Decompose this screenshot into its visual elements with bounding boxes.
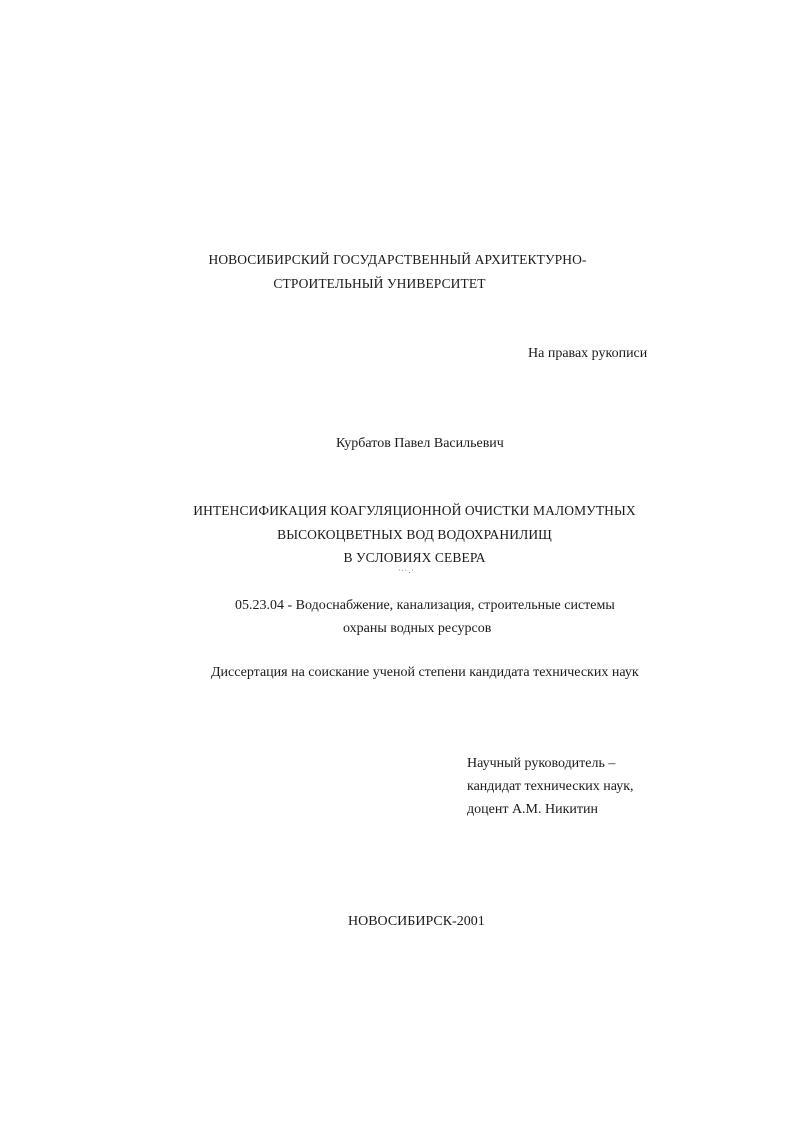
dissertation-title-line-3: В УСЛОВИЯХ СЕВЕРА: [343, 550, 486, 565]
university-name-line-2: СТРОИТЕЛЬНЫЙ УНИВЕРСИТЕТ: [273, 276, 486, 291]
dissertation-title-line-1: ИНТЕНСИФИКАЦИЯ КОАГУЛЯЦИОННОЙ ОЧИСТКИ МАЛОМУТНЫХ: [193, 503, 636, 518]
manuscript-rights-note: На правах рукописи: [528, 346, 648, 361]
city-year-footer: НОВОСИБИРСК-2001: [348, 914, 485, 929]
author-name: Курбатов Павел Васильевич: [336, 436, 504, 451]
scan-smudge: ·∙·.·: [398, 566, 415, 575]
dissertation-title-line-2: ВЫСОКОЦВЕТНЫХ ВОД ВОДОХРАНИЛИЩ: [277, 527, 552, 542]
specialty-code-line-2: охраны водных ресурсов: [343, 621, 492, 636]
specialty-code-line-1: 05.23.04 - Водоснабжение, канализация, строительные системы: [235, 598, 615, 613]
supervisor-line-1: Научный руководитель –: [467, 756, 616, 771]
supervisor-line-3: доцент А.М. Никитин: [467, 802, 598, 817]
university-name-line-1: НОВОСИБИРСКИЙ ГОСУДАРСТВЕННЫЙ АРХИТЕКТУРНО-: [208, 252, 587, 267]
dissertation-type: Диссертация на соискание ученой степени кандидата технических наук: [211, 665, 639, 680]
supervisor-line-2: кандидат технических наук,: [467, 779, 634, 794]
